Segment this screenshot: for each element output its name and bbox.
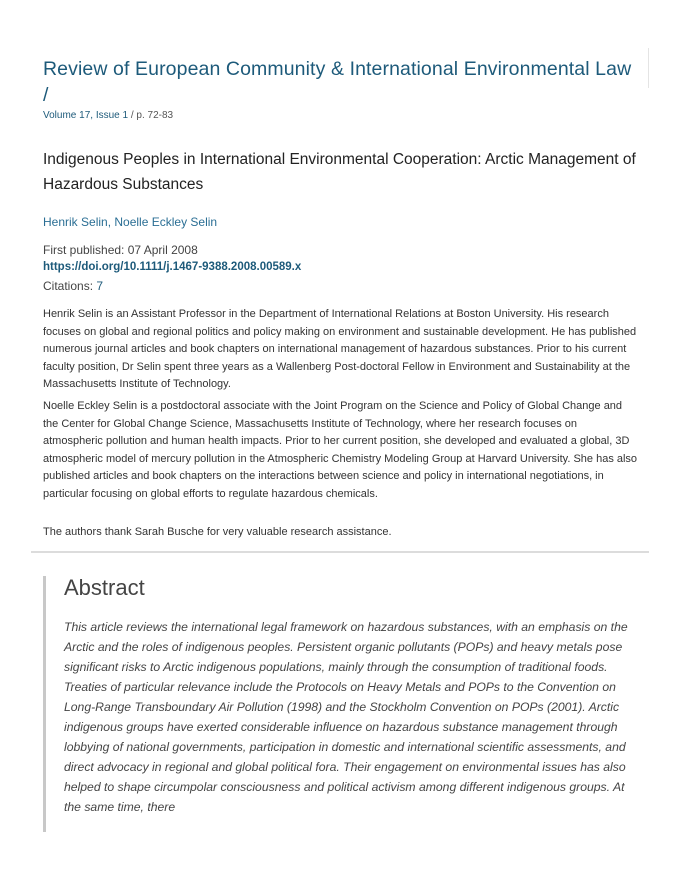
volume-issue-link[interactable]: Volume 17, Issue 1 bbox=[43, 110, 129, 121]
author-separator: , bbox=[107, 215, 115, 229]
first-published-date: 07 April 2008 bbox=[127, 243, 198, 257]
abstract-text: This article reviews the international legal framework on hazardous substances, with an emphasis on the Arctic and the roles of indigenous peoples. Persistent organic pollutants (POPs) and heavy metals pose significant risks to Arctic indigenous populations, mainly through the consumption of traditional foods. Treaties of particular relevance include the Protocols on Heavy Metals and POPs to the Convention on Long-Range Transboundary Air Pollution (1998) and the Stockholm Convention on POPs (2001). Arctic indigenous groups have exerted considerable influence on hazardous substance management through lobbying of national governments, participation in domestic and international scientific assessments, and direct advocacy in regional and global political fora. Their engagement on environmental issues has also helped to shape circumpolar consciousness and political activism among different indigenous groups. At the same time, there bbox=[64, 620, 628, 814]
issue-separator: / bbox=[130, 110, 134, 121]
author-bio-henrik: Henrik Selin is an Assistant Professor in the Department of International Relations at Boston University. His research focuses on global and regional politics and policy making on environment and sustainable development. He has published numerous journal articles and book chapters on international management of hazardous substances. Prior to his current faculty position, Dr Selin spent three years as a Wallenberg Post-doctoral Fellow in Environment and Sustainability at the Massachusetts Institute of Technology. bbox=[43, 308, 637, 390]
author-bio-noelle: Noelle Eckley Selin is a postdoctoral associate with the Joint Program on the Science and Policy of Global Change and the Center for Global Change Science, Massachusetts Institute of Technology, where her research focuses on atmospheric pollution and human health impacts. Prior to her current position, she developed and evaluated a global, 3D atmospheric model of mercury pollution in the Atmospheric Chemistry Modeling Group at Harvard University. She has also published articles and book chapters on the interactions between science and policy in international negotiations, in particular focusing on global efforts to regulate hazardous chemicals. bbox=[43, 400, 638, 500]
journal-title-link[interactable]: Review of European Community & International Environmental Law / bbox=[43, 58, 632, 106]
page-range: p. 72-83 bbox=[136, 110, 174, 121]
author-link-noelle[interactable]: Noelle Eckley Selin bbox=[114, 215, 218, 229]
section-divider bbox=[31, 551, 649, 553]
first-published bbox=[43, 242, 198, 258]
citations bbox=[43, 278, 103, 294]
author-list bbox=[43, 214, 217, 230]
journal-title bbox=[43, 56, 633, 108]
acknowledgement: The authors thank Sarah Busche for very valuable research assistance. bbox=[43, 526, 392, 538]
abstract-heading: Abstract bbox=[64, 575, 145, 600]
doi-link[interactable]: https://doi.org/10.1111/j.1467-9388.2008.00589.x bbox=[43, 261, 302, 273]
first-published-label: First published: bbox=[43, 243, 128, 257]
author-link-henrik[interactable]: Henrik Selin bbox=[43, 215, 108, 229]
citations-label: Citations: bbox=[43, 279, 97, 293]
right-edge-rule bbox=[648, 48, 649, 88]
issue-line bbox=[43, 109, 173, 122]
citations-count-link[interactable]: 7 bbox=[96, 279, 104, 293]
article-title: Indigenous Peoples in International Environmental Cooperation: Arctic Management of Hazardous Substances bbox=[43, 151, 636, 193]
